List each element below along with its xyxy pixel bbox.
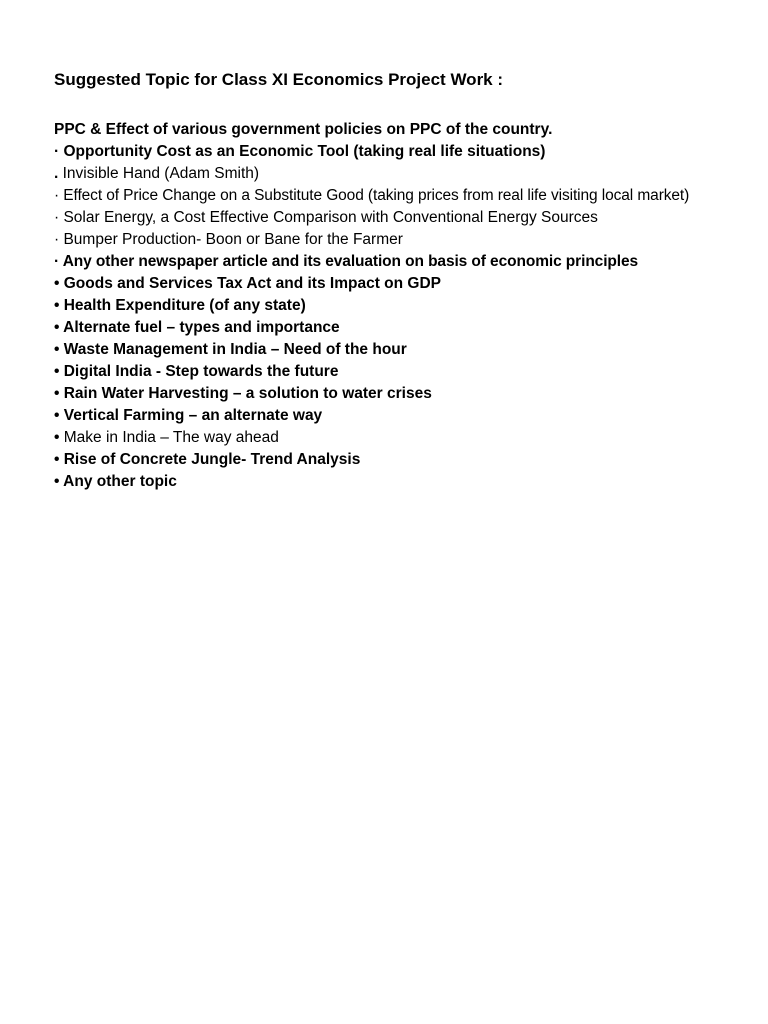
topic-text: Invisible Hand (Adam Smith) (62, 165, 260, 182)
topic-text: Bumper Production- Boon or Bane for the Farmer (63, 231, 403, 248)
bullet-icon: • (54, 319, 64, 336)
bullet-icon: • (54, 363, 64, 380)
topic-marker: · (54, 187, 64, 204)
topic-text: Alternate fuel – types and importance (63, 319, 340, 336)
topic-line (54, 185, 714, 207)
topic-line (54, 163, 714, 185)
topic-line (54, 361, 714, 383)
topic-text: Solar Energy, a Cost Effective Comparison with Conventional Energy Sources (63, 209, 598, 226)
topic-line (54, 317, 714, 339)
topic-text: Any other topic (63, 473, 177, 490)
topic-line (54, 383, 714, 405)
topic-text: Digital India - Step towards the future (63, 363, 339, 380)
document-title: Suggested Topic for Class XI Economics Project Work : (54, 70, 504, 89)
topic-marker: . (54, 165, 63, 182)
topic-text: Health Expenditure (of any state) (63, 297, 306, 314)
bullet-icon: • (54, 385, 64, 402)
topic-text: Opportunity Cost as an Economic Tool (taking real life situations) (63, 143, 546, 160)
topic-text: Rise of Concrete Jungle- Trend Analysis (63, 451, 361, 468)
topic-line (54, 207, 714, 229)
bullet-icon: • (54, 341, 64, 358)
topic-text: Goods and Services Tax Act and its Impact on GDP (63, 275, 441, 292)
topic-text: PPC & Effect of various government policies on PPC of the country. (54, 121, 553, 138)
bullet-icon: • (54, 407, 64, 424)
bullet-icon: • (54, 297, 64, 314)
topic-line (54, 251, 714, 273)
topic-marker: · (54, 143, 64, 160)
topic-text: Vertical Farming – an alternate way (63, 407, 323, 424)
topic-text: Effect of Price Change on a Substitute Good (taking prices from real life visiting local market) (63, 187, 690, 204)
topic-text: Any other newspaper article and its evaluation on basis of economic principles (62, 253, 639, 270)
topic-list (54, 119, 714, 493)
bullet-icon: • (54, 473, 64, 490)
topic-line (54, 141, 714, 163)
topic-line (54, 449, 714, 471)
topic-line (54, 295, 714, 317)
topic-line (54, 119, 714, 141)
topic-marker: · (54, 209, 64, 226)
topic-line (54, 405, 714, 427)
topic-line (54, 229, 714, 251)
topic-line (54, 273, 714, 295)
bullet-icon: • (54, 429, 64, 446)
topic-marker: · (54, 253, 63, 270)
topic-line (54, 471, 714, 493)
topic-line (54, 427, 714, 449)
topic-text: Rain Water Harvesting – a solution to water crises (63, 385, 432, 402)
bullet-icon: • (54, 451, 64, 468)
topic-text: Make in India – The way ahead (63, 429, 279, 446)
topic-line (54, 339, 714, 361)
topic-text: Waste Management in India – Need of the hour (63, 341, 407, 358)
topic-marker: · (54, 231, 64, 248)
bullet-icon: • (54, 275, 64, 292)
